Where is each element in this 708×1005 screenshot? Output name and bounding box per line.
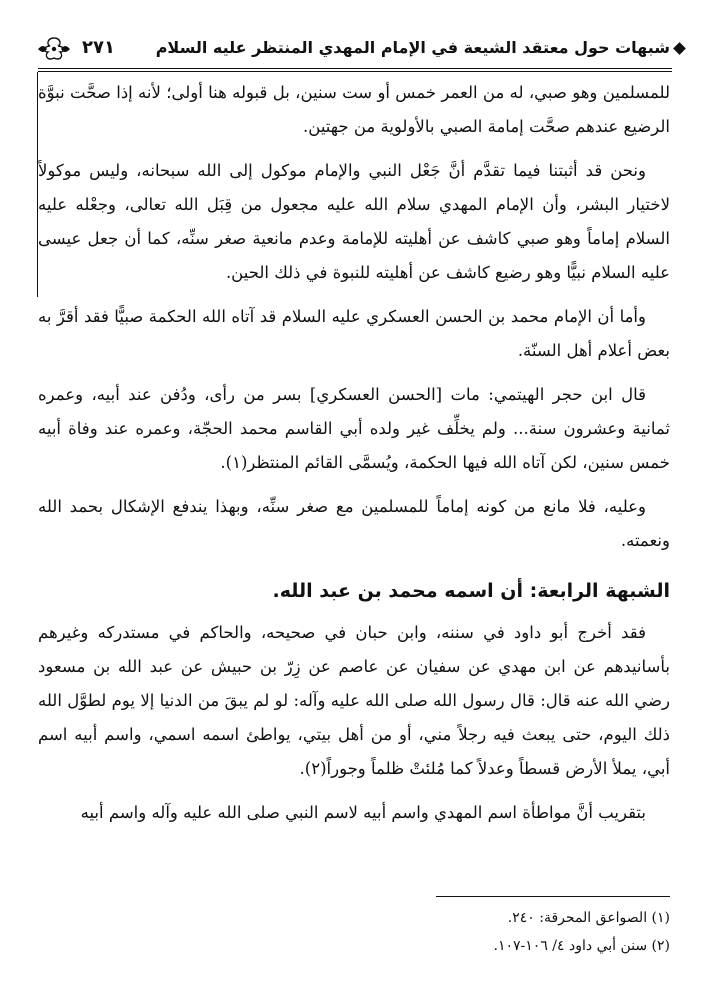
- section-heading: الشبهة الرابعة: أن اسمه محمد بن عبد الله.: [272, 580, 670, 602]
- paragraph: وأما أن الإمام محمد بن الحسن العسكري عليه السلام قد آتاه الله الحكمة صبيًّا فقد أقرَّ به بعض أعلام أهل السنّة.: [38, 307, 670, 360]
- header-rule: [38, 68, 672, 69]
- paragraph: وعليه، فلا مانع من كونه إماماً للمسلمين مع صغر سنِّه، وبهذا يندفع الإشكال بحمد الله ونعمته.: [38, 497, 670, 550]
- paragraph: فقد أخرج أبو داود في سننه، وابن حبان في صحيحه، والحاكم في مستدركه وغيرهم بأسانيدهم عن ابن مهدي عن سفيان عن عاصم عن زِرّ بن حبيش عن عبد الله بن مسعود رضي الله عنه قال: قال رسول الله صلى الله عليه وآله: لو لم يبقَ من الدنيا إلا يوم لطوَّل الله ذلك اليوم، حتى يبعث فيه رجلاً مني، أو من أهل بيتي، يواطئ اسمه اسمي، واسم أبيه اسم أبي، يملأ الأرض قسطاً وعدلاً كما مُلئتْ ظلماً وجوراً(٢).: [38, 623, 670, 778]
- footnote: (٢) سنن أبي داود ٤/ ١٠٦-١٠٧.: [493, 938, 670, 954]
- floral-ornament-icon: [34, 34, 74, 64]
- footnote-rule: [436, 896, 670, 897]
- page-number: ٢٧١: [82, 37, 115, 58]
- body-text: [38, 76, 670, 840]
- paragraph: ونحن قد أثبتنا فيما تقدَّم أنَّ جَعْل النبي والإمام موكول إلى الله سبحانه، وليس موكولاً لاختيار البشر، وأن الإمام المهدي سلام الله عليه مجعول من قِبَل الله تعالى، وجعْله عليه السلام إماماً وهو صبي كاشف عن أهليته للإمامة وعدم مانعية صغر سنِّه، كما أن جعل عيسى عليه السلام نبيًّا وهو رضيع كاشف عن أهليته للنبوة في ذلك الحين.: [38, 161, 670, 282]
- paragraph: قال ابن حجر الهيتمي: مات [الحسن العسكري] بسر من رأى، ودُفن عند أبيه، وعمره ثمانية وعشرون سنة... ولم يخلِّف غير ولده أبي القاسم محمد الحجّة، وعمره عند وفاة أبيه خمس سنين، لكن آتاه الله فيها الحكمة، ويُسمَّى القائم المنتظر(١).: [38, 385, 670, 472]
- footnote: (١) الصواعق المحرقة: ٢٤٠.: [507, 910, 670, 926]
- running-title: شبهات حول معتقد الشيعة في الإمام المهدي المنتظر عليه السلام: [155, 38, 670, 57]
- running-header: [38, 30, 678, 70]
- diamond-ornament-icon: [673, 42, 686, 55]
- paragraph: بتقريب أنَّ مواطأة اسم المهدي واسم أبيه لاسم النبي صلى الله عليه وآله واسم أبيه: [80, 803, 646, 822]
- header-rule-thin: [38, 71, 672, 72]
- footnotes: [38, 904, 670, 960]
- paragraph: للمسلمين وهو صبي، له من العمر خمس أو ست سنين، بل قبوله هنا أولى؛ لأنه إذا صحَّت نبوَّة الرضيع عندهم صحَّت إمامة الصبي بالأولوية من جهتين.: [38, 83, 670, 136]
